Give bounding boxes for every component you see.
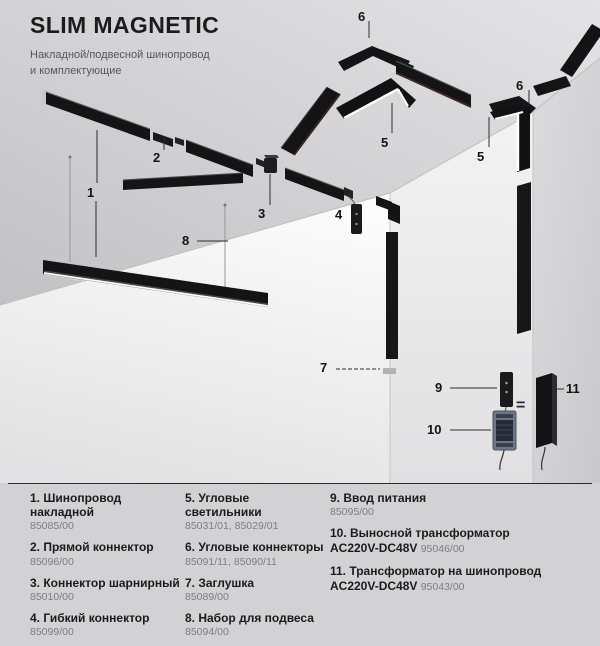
connector-dot: [355, 223, 357, 225]
subtitle-line: и комплектующие: [30, 64, 122, 77]
legend-item-name: 2. Прямой коннектор: [30, 540, 154, 555]
hinge-connector-top: [264, 155, 279, 158]
legend-item-code: 95043/00: [420, 580, 465, 593]
legend-item: [330, 526, 592, 556]
legend-item: [30, 611, 180, 639]
equals-sign: =: [516, 397, 526, 414]
legend-item-code: 85091/11, 85090/11: [185, 555, 277, 568]
corner-vertical-track-right: [517, 182, 531, 334]
legend-column-3: [330, 491, 592, 601]
legend-item: [185, 491, 325, 533]
legend-item: [185, 540, 325, 568]
end-cap: [383, 368, 396, 374]
legend-item-name: 4. Гибкий коннектор: [30, 611, 150, 625]
legend-item-name: 7. Заглушка: [185, 575, 255, 590]
legend-item-code: 85095/00: [330, 506, 374, 519]
part-number-label: 1: [87, 185, 95, 200]
part-number-label: 5: [477, 149, 485, 164]
legend-item-code: 95046/00: [420, 543, 465, 556]
flexible-connector: [351, 204, 362, 234]
legend-item: [30, 540, 180, 568]
legend-item-code: [330, 579, 592, 594]
part-number-label: 9: [435, 380, 443, 395]
legend-item-name: 6. Угловые коннекторы: [185, 540, 324, 555]
legend: [0, 483, 600, 639]
part-number-label: 6: [516, 78, 524, 93]
ceiling-anchor: [224, 204, 227, 207]
part-number-label: 2: [153, 150, 161, 165]
power-input: [500, 372, 513, 412]
ceiling-anchor: [69, 156, 72, 159]
page-title: SLIM MAGNETIC: [30, 12, 220, 38]
part-number-label: 4: [335, 207, 343, 222]
legend-item-name: 10. Выносной трансформатор: [330, 526, 510, 541]
legend-item: [30, 491, 180, 533]
legend-item-code: 85010/00: [30, 590, 74, 603]
legend-item-code: 85094/00: [185, 626, 229, 639]
legend-item-code: [330, 541, 592, 556]
legend-item-name: 3. Коннектор шарнирный: [30, 575, 180, 590]
legend-item-name: 11. Трансформатор на шинопровод: [330, 563, 542, 578]
part-number-label: 3: [258, 206, 266, 221]
hinge-connector: [264, 158, 277, 173]
legend-item-code: 85089/00: [185, 590, 229, 603]
legend-item-voltage: AC220V-DC48V: [330, 541, 421, 556]
legend-item-code: 85085/00: [30, 520, 74, 533]
legend-column-1: [30, 491, 180, 646]
corner-vertical-track-left: [386, 232, 398, 359]
legend-divider: [8, 483, 592, 484]
part-number-label: 5: [381, 135, 389, 150]
connector-dot: [355, 213, 357, 215]
part-number-label: 6: [358, 9, 366, 24]
subtitle-line: Накладной/подвесной шинопровод: [30, 49, 210, 61]
legend-item-code: 85096/00: [30, 555, 74, 568]
legend-item: [185, 611, 325, 639]
legend-item-name: 9. Ввод питания: [330, 491, 427, 505]
legend-item: [330, 491, 592, 519]
legend-item-name: 8. Набор для подвеса: [185, 611, 314, 625]
header: [30, 12, 219, 80]
part-number-label: 8: [182, 233, 190, 248]
legend-column-2: [185, 491, 325, 646]
part-number-label: 7: [320, 360, 328, 375]
legend-item-code: 85031/01, 85029/01: [185, 520, 279, 533]
legend-item-code: 85099/00: [30, 626, 74, 639]
part-number-label: 11: [566, 381, 580, 396]
page-subtitle: [30, 48, 219, 80]
legend-item-name: 1. Шинопровод накладной: [30, 491, 122, 520]
legend-item-name: 5. Угловые светильники: [185, 491, 262, 520]
legend-item-voltage: AC220V-DC48V: [330, 578, 421, 593]
part-number-label: 10: [427, 422, 442, 437]
legend-item: [330, 564, 592, 594]
